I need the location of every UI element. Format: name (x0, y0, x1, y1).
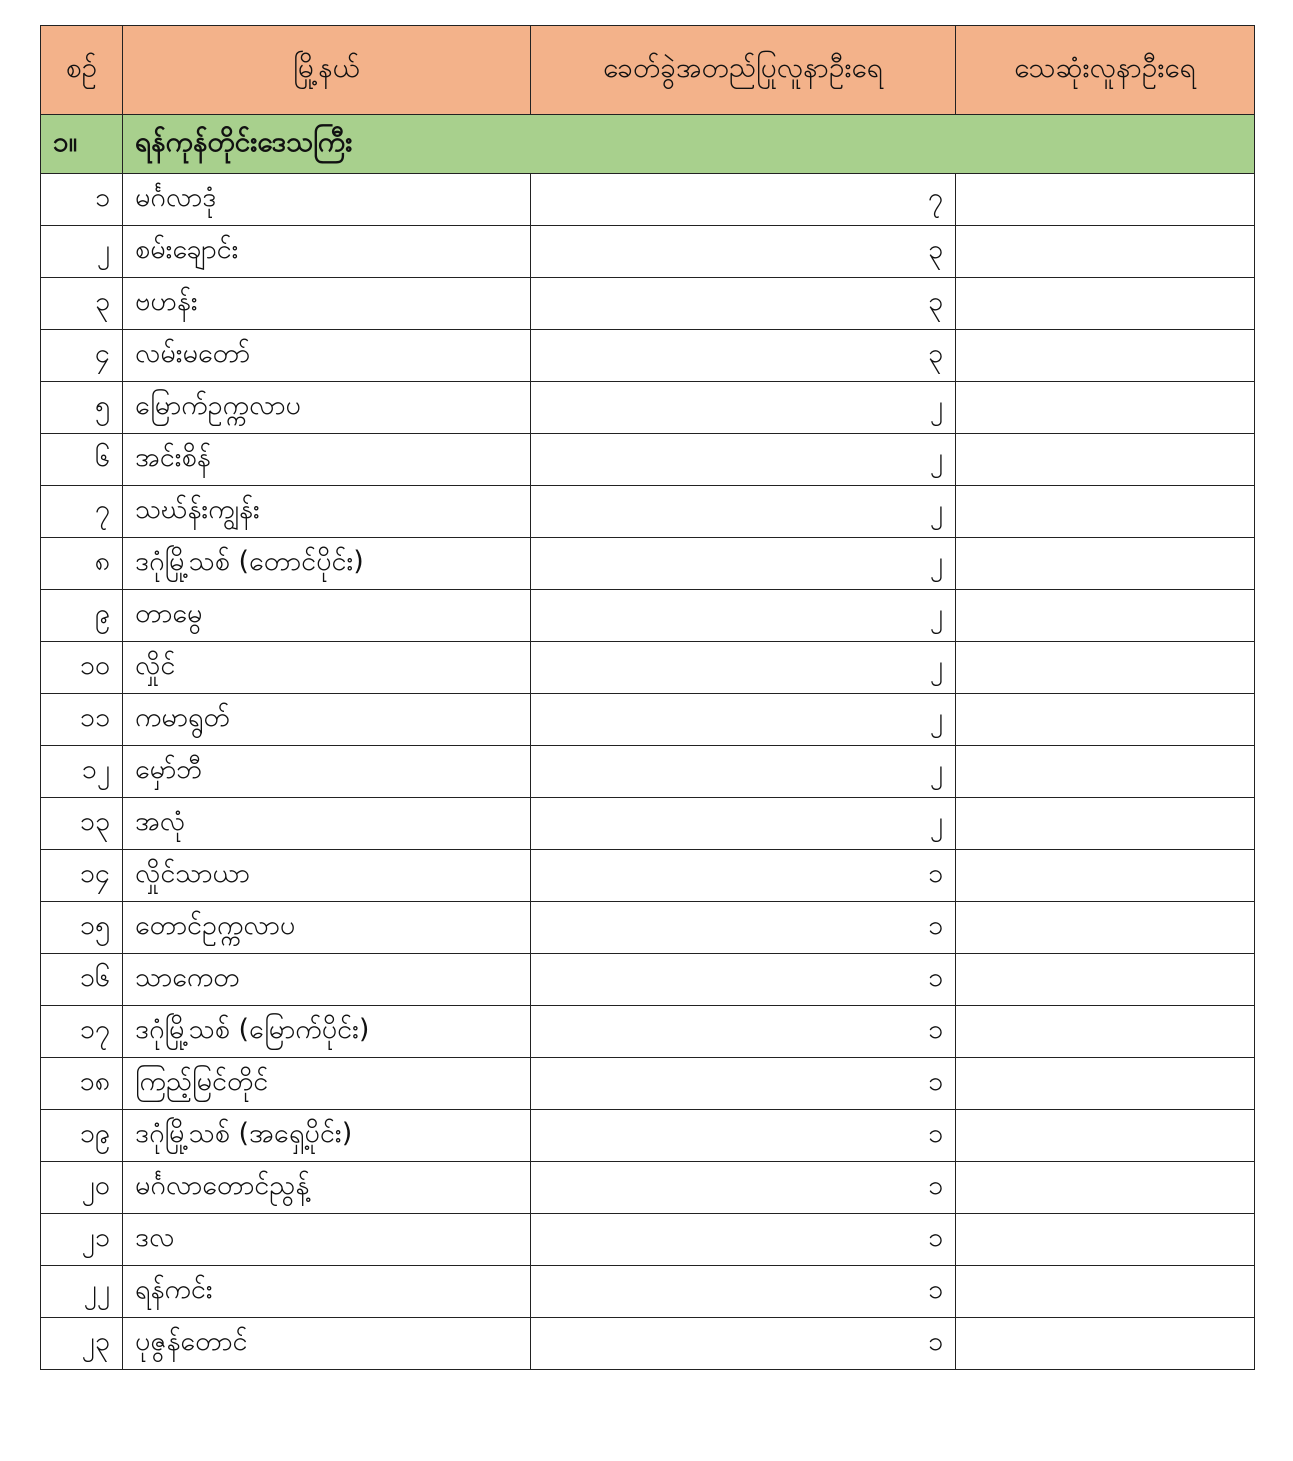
row-current-patients: ၂ (531, 746, 956, 798)
table-row (41, 278, 1255, 330)
header-serial-no: စဉ် (41, 26, 123, 115)
table-row (41, 902, 1255, 954)
row-deaths (956, 486, 1255, 538)
row-current-patients: ၂ (531, 434, 956, 486)
table-row (41, 434, 1255, 486)
row-deaths (956, 902, 1255, 954)
row-current-patients: ၂ (531, 538, 956, 590)
row-serial-no: ၁၀ (41, 642, 123, 694)
table-row (41, 1058, 1255, 1110)
row-deaths (956, 538, 1255, 590)
row-deaths (956, 954, 1255, 1006)
row-serial-no: ၁၆ (41, 954, 123, 1006)
table-row (41, 694, 1255, 746)
row-current-patients: ၁ (531, 1214, 956, 1266)
row-deaths (956, 1110, 1255, 1162)
row-township: လမ်းမတော် (123, 330, 531, 382)
table-row (41, 330, 1255, 382)
row-deaths (956, 1266, 1255, 1318)
row-deaths (956, 174, 1255, 226)
row-current-patients: ၁ (531, 1266, 956, 1318)
row-serial-no: ၂၀ (41, 1162, 123, 1214)
row-serial-no: ၂၁ (41, 1214, 123, 1266)
row-serial-no: ၈ (41, 538, 123, 590)
row-current-patients: ၁ (531, 1058, 956, 1110)
row-current-patients: ၁ (531, 1162, 956, 1214)
header-current-patients: ခေတ်ခွဲအတည်ပြုလူနာဦးရေ (531, 26, 956, 115)
row-township: ကမာရွတ် (123, 694, 531, 746)
row-deaths (956, 694, 1255, 746)
row-township: ဒဂုံမြို့သစ် (တောင်ပိုင်း) (123, 538, 531, 590)
row-township: လှိုင် (123, 642, 531, 694)
row-current-patients: ၃ (531, 226, 956, 278)
table-row (41, 382, 1255, 434)
row-current-patients: ၃ (531, 278, 956, 330)
row-deaths (956, 1162, 1255, 1214)
row-serial-no: ၅ (41, 382, 123, 434)
row-township: တောင်ဥက္ကလာပ (123, 902, 531, 954)
row-current-patients: ၂ (531, 590, 956, 642)
row-township: ဒလ (123, 1214, 531, 1266)
row-township: ဒဂုံမြို့သစ် (မြောက်ပိုင်း) (123, 1006, 531, 1058)
region-number: ၁။ (41, 115, 123, 174)
row-deaths (956, 798, 1255, 850)
row-serial-no: ၁၂ (41, 746, 123, 798)
table-row (41, 226, 1255, 278)
row-township: သာကေတ (123, 954, 531, 1006)
row-deaths (956, 590, 1255, 642)
row-serial-no: ၉ (41, 590, 123, 642)
row-current-patients: ၃ (531, 330, 956, 382)
row-current-patients: ၁ (531, 1110, 956, 1162)
row-township: မင်္ဂလာတောင်ညွန့် (123, 1162, 531, 1214)
row-deaths (956, 850, 1255, 902)
table-row (41, 850, 1255, 902)
row-serial-no: ၁၅ (41, 902, 123, 954)
row-township: ရန်ကင်း (123, 1266, 531, 1318)
row-current-patients: ၁ (531, 954, 956, 1006)
row-deaths (956, 226, 1255, 278)
header-deaths: သေဆုံးလူနာဦးရေ (956, 26, 1255, 115)
table-row (41, 174, 1255, 226)
row-township: မြောက်ဥက္ကလာပ (123, 382, 531, 434)
row-serial-no: ၁၈ (41, 1058, 123, 1110)
row-township: မင်္ဂလာဒုံ (123, 174, 531, 226)
table-row (41, 590, 1255, 642)
row-deaths (956, 1006, 1255, 1058)
row-current-patients: ၇ (531, 174, 956, 226)
table-row (41, 1006, 1255, 1058)
table-row (41, 642, 1255, 694)
row-serial-no: ၃ (41, 278, 123, 330)
row-serial-no: ၄ (41, 330, 123, 382)
header-township: မြို့နယ် (123, 26, 531, 115)
row-township: မှော်ဘီ (123, 746, 531, 798)
row-deaths (956, 746, 1255, 798)
row-township: ဒဂုံမြို့သစ် (အရှေ့ပိုင်း) (123, 1110, 531, 1162)
row-township: ပုဇွန်တောင် (123, 1318, 531, 1370)
row-township: အင်းစိန် (123, 434, 531, 486)
row-current-patients: ၂ (531, 382, 956, 434)
row-deaths (956, 382, 1255, 434)
row-serial-no: ၆ (41, 434, 123, 486)
row-serial-no: ၁၄ (41, 850, 123, 902)
row-deaths (956, 642, 1255, 694)
row-current-patients: ၂ (531, 694, 956, 746)
row-serial-no: ၂ (41, 226, 123, 278)
row-serial-no: ၁၁ (41, 694, 123, 746)
row-serial-no: ၂၂ (41, 1266, 123, 1318)
row-current-patients: ၂ (531, 486, 956, 538)
row-current-patients: ၁ (531, 902, 956, 954)
row-current-patients: ၁ (531, 850, 956, 902)
row-deaths (956, 434, 1255, 486)
row-township: ကြည့်မြင်တိုင် (123, 1058, 531, 1110)
row-township: အလုံ (123, 798, 531, 850)
row-township: တာမွေ (123, 590, 531, 642)
table-row (41, 1266, 1255, 1318)
table-row (41, 486, 1255, 538)
row-serial-no: ၂၃ (41, 1318, 123, 1370)
region-name: ရန်ကုန်တိုင်းဒေသကြီး (123, 115, 1255, 174)
table-row (41, 1110, 1255, 1162)
table-row (41, 1214, 1255, 1266)
row-serial-no: ၁၃ (41, 798, 123, 850)
row-township: လှိုင်သာယာ (123, 850, 531, 902)
row-current-patients: ၁ (531, 1006, 956, 1058)
row-serial-no: ၁၇ (41, 1006, 123, 1058)
row-township: သဃ်န်းကျွန်း (123, 486, 531, 538)
row-serial-no: ၇ (41, 486, 123, 538)
row-deaths (956, 1058, 1255, 1110)
row-deaths (956, 1214, 1255, 1266)
row-current-patients: ၂ (531, 642, 956, 694)
row-serial-no: ၁ (41, 174, 123, 226)
row-current-patients: ၂ (531, 798, 956, 850)
township-case-table (40, 25, 1255, 1370)
table-header-row (41, 26, 1255, 115)
row-serial-no: ၁၉ (41, 1110, 123, 1162)
row-deaths (956, 330, 1255, 382)
table-row (41, 798, 1255, 850)
row-deaths (956, 1318, 1255, 1370)
table-row (41, 1318, 1255, 1370)
table-row (41, 746, 1255, 798)
table-row (41, 1162, 1255, 1214)
row-deaths (956, 278, 1255, 330)
table-row (41, 954, 1255, 1006)
table-row (41, 538, 1255, 590)
row-current-patients: ၁ (531, 1318, 956, 1370)
region-row (41, 115, 1255, 174)
row-township: ဗဟန်း (123, 278, 531, 330)
row-township: စမ်းချောင်း (123, 226, 531, 278)
